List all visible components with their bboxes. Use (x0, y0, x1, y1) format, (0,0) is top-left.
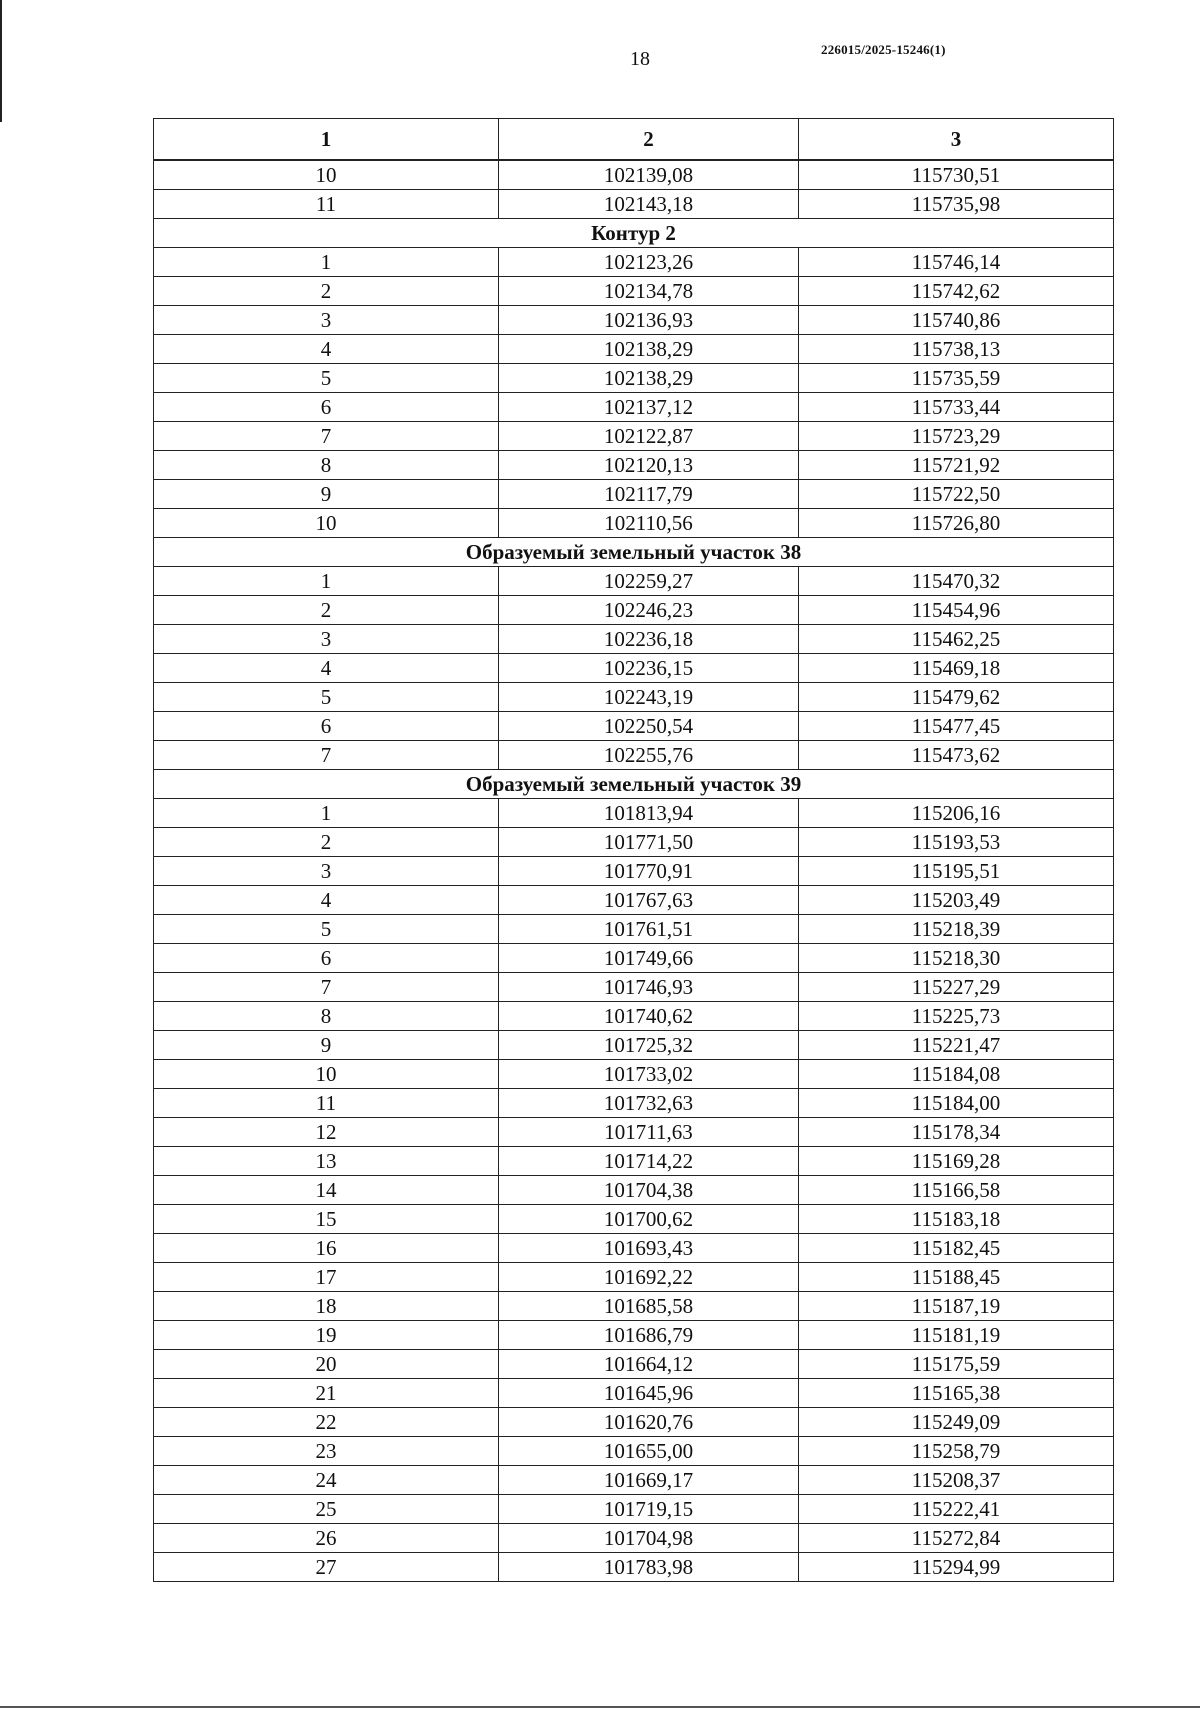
x-coordinate-cell: 102120,13 (499, 451, 799, 480)
table-row (154, 683, 1114, 712)
x-coordinate-cell: 101719,15 (499, 1495, 799, 1524)
y-coordinate-cell: 115184,08 (799, 1060, 1114, 1089)
table-row (154, 364, 1114, 393)
table-row (154, 306, 1114, 335)
y-coordinate-cell: 115187,19 (799, 1292, 1114, 1321)
table-row (154, 857, 1114, 886)
table-row (154, 1089, 1114, 1118)
y-coordinate-cell: 115206,16 (799, 799, 1114, 828)
point-number-cell: 15 (154, 1205, 499, 1234)
table-row (154, 828, 1114, 857)
y-coordinate-cell: 115178,34 (799, 1118, 1114, 1147)
x-coordinate-cell: 101783,98 (499, 1553, 799, 1582)
section-title: Образуемый земельный участок 39 (154, 770, 1114, 799)
y-coordinate-cell: 115721,92 (799, 451, 1114, 480)
table-row (154, 422, 1114, 451)
y-coordinate-cell: 115722,50 (799, 480, 1114, 509)
y-coordinate-cell: 115470,32 (799, 567, 1114, 596)
y-coordinate-cell: 115222,41 (799, 1495, 1114, 1524)
point-number-cell: 4 (154, 654, 499, 683)
point-number-cell: 6 (154, 712, 499, 741)
y-coordinate-cell: 115188,45 (799, 1263, 1114, 1292)
x-coordinate-cell: 101655,00 (499, 1437, 799, 1466)
table-row (154, 509, 1114, 538)
table-row (154, 799, 1114, 828)
x-coordinate-cell: 101740,62 (499, 1002, 799, 1031)
x-coordinate-cell: 101771,50 (499, 828, 799, 857)
y-coordinate-cell: 115183,18 (799, 1205, 1114, 1234)
y-coordinate-cell: 115193,53 (799, 828, 1114, 857)
x-coordinate-cell: 101620,76 (499, 1408, 799, 1437)
x-coordinate-cell: 101725,32 (499, 1031, 799, 1060)
point-number-cell: 19 (154, 1321, 499, 1350)
x-coordinate-cell: 101770,91 (499, 857, 799, 886)
y-coordinate-cell: 115469,18 (799, 654, 1114, 683)
x-coordinate-cell: 101711,63 (499, 1118, 799, 1147)
table-row (154, 190, 1114, 219)
table-row (154, 1379, 1114, 1408)
table-row (154, 1147, 1114, 1176)
y-coordinate-cell: 115175,59 (799, 1350, 1114, 1379)
table-row (154, 1205, 1114, 1234)
table-row (154, 248, 1114, 277)
table-body (154, 160, 1114, 1582)
table-row (154, 1060, 1114, 1089)
x-coordinate-cell: 101645,96 (499, 1379, 799, 1408)
table-row (154, 451, 1114, 480)
table-row (154, 915, 1114, 944)
section-row (154, 219, 1114, 248)
point-number-cell: 6 (154, 393, 499, 422)
table-row (154, 1176, 1114, 1205)
section-title: Образуемый земельный участок 38 (154, 538, 1114, 567)
x-coordinate-cell: 102139,08 (499, 160, 799, 190)
table-row (154, 596, 1114, 625)
table-row (154, 625, 1114, 654)
x-coordinate-cell: 101664,12 (499, 1350, 799, 1379)
table-row (154, 1466, 1114, 1495)
table-row (154, 335, 1114, 364)
x-coordinate-cell: 101761,51 (499, 915, 799, 944)
point-number-cell: 21 (154, 1379, 499, 1408)
point-number-cell: 1 (154, 248, 499, 277)
table-header-row (154, 119, 1114, 161)
point-number-cell: 3 (154, 306, 499, 335)
x-coordinate-cell: 102137,12 (499, 393, 799, 422)
section-row (154, 770, 1114, 799)
x-coordinate-cell: 101685,58 (499, 1292, 799, 1321)
y-coordinate-cell: 115166,58 (799, 1176, 1114, 1205)
y-coordinate-cell: 115473,62 (799, 741, 1114, 770)
y-coordinate-cell: 115249,09 (799, 1408, 1114, 1437)
page-number: 18 (630, 48, 650, 70)
column-header-2: 2 (499, 119, 799, 161)
y-coordinate-cell: 115184,00 (799, 1089, 1114, 1118)
y-coordinate-cell: 115738,13 (799, 335, 1114, 364)
section-title: Контур 2 (154, 219, 1114, 248)
point-number-cell: 4 (154, 886, 499, 915)
y-coordinate-cell: 115225,73 (799, 1002, 1114, 1031)
point-number-cell: 27 (154, 1553, 499, 1582)
y-coordinate-cell: 115195,51 (799, 857, 1114, 886)
table-row (154, 741, 1114, 770)
table-row (154, 567, 1114, 596)
y-coordinate-cell: 115746,14 (799, 248, 1114, 277)
y-coordinate-cell: 115733,44 (799, 393, 1114, 422)
table-row (154, 944, 1114, 973)
point-number-cell: 2 (154, 596, 499, 625)
x-coordinate-cell: 102243,19 (499, 683, 799, 712)
point-number-cell: 3 (154, 625, 499, 654)
coordinates-table (153, 118, 1114, 1582)
binder-edge-mark (0, 0, 2, 122)
x-coordinate-cell: 101732,63 (499, 1089, 799, 1118)
point-number-cell: 11 (154, 1089, 499, 1118)
x-coordinate-cell: 101767,63 (499, 886, 799, 915)
y-coordinate-cell: 115735,59 (799, 364, 1114, 393)
point-number-cell: 6 (154, 944, 499, 973)
y-coordinate-cell: 115479,62 (799, 683, 1114, 712)
point-number-cell: 14 (154, 1176, 499, 1205)
y-coordinate-cell: 115181,19 (799, 1321, 1114, 1350)
table-row (154, 1408, 1114, 1437)
table-row (154, 277, 1114, 306)
table-row (154, 712, 1114, 741)
column-header-3: 3 (799, 119, 1114, 161)
table-row (154, 973, 1114, 1002)
y-coordinate-cell: 115203,49 (799, 886, 1114, 915)
bottom-scan-edge (0, 1706, 1200, 1708)
x-coordinate-cell: 102236,15 (499, 654, 799, 683)
table-row (154, 654, 1114, 683)
y-coordinate-cell: 115169,28 (799, 1147, 1114, 1176)
section-row (154, 538, 1114, 567)
y-coordinate-cell: 115723,29 (799, 422, 1114, 451)
table-row (154, 1118, 1114, 1147)
table-row (154, 1263, 1114, 1292)
point-number-cell: 2 (154, 277, 499, 306)
point-number-cell: 1 (154, 567, 499, 596)
point-number-cell: 17 (154, 1263, 499, 1292)
document-id: 226015/2025-15246(1) (821, 42, 946, 57)
table-row (154, 480, 1114, 509)
x-coordinate-cell: 102138,29 (499, 364, 799, 393)
table-row (154, 886, 1114, 915)
x-coordinate-cell: 102122,87 (499, 422, 799, 451)
point-number-cell: 16 (154, 1234, 499, 1263)
y-coordinate-cell: 115462,25 (799, 625, 1114, 654)
x-coordinate-cell: 101693,43 (499, 1234, 799, 1263)
x-coordinate-cell: 102250,54 (499, 712, 799, 741)
x-coordinate-cell: 101704,98 (499, 1524, 799, 1553)
y-coordinate-cell: 115208,37 (799, 1466, 1114, 1495)
x-coordinate-cell: 102259,27 (499, 567, 799, 596)
x-coordinate-cell: 102117,79 (499, 480, 799, 509)
x-coordinate-cell: 102110,56 (499, 509, 799, 538)
x-coordinate-cell: 102134,78 (499, 277, 799, 306)
y-coordinate-cell: 115165,38 (799, 1379, 1114, 1408)
point-number-cell: 10 (154, 160, 499, 190)
point-number-cell: 1 (154, 799, 499, 828)
y-coordinate-cell: 115742,62 (799, 277, 1114, 306)
y-coordinate-cell: 115272,84 (799, 1524, 1114, 1553)
x-coordinate-cell: 101746,93 (499, 973, 799, 1002)
table-row (154, 1437, 1114, 1466)
point-number-cell: 7 (154, 973, 499, 1002)
table-header (154, 119, 1114, 161)
x-coordinate-cell: 102255,76 (499, 741, 799, 770)
x-coordinate-cell: 101669,17 (499, 1466, 799, 1495)
y-coordinate-cell: 115182,45 (799, 1234, 1114, 1263)
table-row (154, 1234, 1114, 1263)
point-number-cell: 13 (154, 1147, 499, 1176)
point-number-cell: 10 (154, 1060, 499, 1089)
y-coordinate-cell: 115477,45 (799, 712, 1114, 741)
point-number-cell: 8 (154, 1002, 499, 1031)
point-number-cell: 7 (154, 741, 499, 770)
point-number-cell: 3 (154, 857, 499, 886)
point-number-cell: 24 (154, 1466, 499, 1495)
y-coordinate-cell: 115294,99 (799, 1553, 1114, 1582)
x-coordinate-cell: 102123,26 (499, 248, 799, 277)
y-coordinate-cell: 115258,79 (799, 1437, 1114, 1466)
point-number-cell: 5 (154, 683, 499, 712)
table-row (154, 1031, 1114, 1060)
y-coordinate-cell: 115221,47 (799, 1031, 1114, 1060)
x-coordinate-cell: 102143,18 (499, 190, 799, 219)
x-coordinate-cell: 102138,29 (499, 335, 799, 364)
point-number-cell: 22 (154, 1408, 499, 1437)
table-row (154, 1002, 1114, 1031)
point-number-cell: 10 (154, 509, 499, 538)
point-number-cell: 23 (154, 1437, 499, 1466)
point-number-cell: 18 (154, 1292, 499, 1321)
table-row (154, 1321, 1114, 1350)
point-number-cell: 26 (154, 1524, 499, 1553)
table-row (154, 1350, 1114, 1379)
column-header-1: 1 (154, 119, 499, 161)
table-row (154, 1553, 1114, 1582)
x-coordinate-cell: 102246,23 (499, 596, 799, 625)
point-number-cell: 8 (154, 451, 499, 480)
y-coordinate-cell: 115454,96 (799, 596, 1114, 625)
point-number-cell: 2 (154, 828, 499, 857)
point-number-cell: 9 (154, 1031, 499, 1060)
x-coordinate-cell: 101749,66 (499, 944, 799, 973)
x-coordinate-cell: 101714,22 (499, 1147, 799, 1176)
point-number-cell: 20 (154, 1350, 499, 1379)
point-number-cell: 11 (154, 190, 499, 219)
x-coordinate-cell: 101704,38 (499, 1176, 799, 1205)
point-number-cell: 7 (154, 422, 499, 451)
x-coordinate-cell: 101733,02 (499, 1060, 799, 1089)
point-number-cell: 5 (154, 915, 499, 944)
table-row (154, 1524, 1114, 1553)
point-number-cell: 9 (154, 480, 499, 509)
x-coordinate-cell: 101692,22 (499, 1263, 799, 1292)
table-row (154, 393, 1114, 422)
point-number-cell: 5 (154, 364, 499, 393)
y-coordinate-cell: 115218,39 (799, 915, 1114, 944)
point-number-cell: 25 (154, 1495, 499, 1524)
x-coordinate-cell: 102136,93 (499, 306, 799, 335)
x-coordinate-cell: 101686,79 (499, 1321, 799, 1350)
point-number-cell: 4 (154, 335, 499, 364)
x-coordinate-cell: 102236,18 (499, 625, 799, 654)
x-coordinate-cell: 101700,62 (499, 1205, 799, 1234)
y-coordinate-cell: 115735,98 (799, 190, 1114, 219)
y-coordinate-cell: 115218,30 (799, 944, 1114, 973)
table-row (154, 1495, 1114, 1524)
y-coordinate-cell: 115227,29 (799, 973, 1114, 1002)
y-coordinate-cell: 115730,51 (799, 160, 1114, 190)
y-coordinate-cell: 115726,80 (799, 509, 1114, 538)
point-number-cell: 12 (154, 1118, 499, 1147)
table-row (154, 160, 1114, 190)
x-coordinate-cell: 101813,94 (499, 799, 799, 828)
y-coordinate-cell: 115740,86 (799, 306, 1114, 335)
table-row (154, 1292, 1114, 1321)
